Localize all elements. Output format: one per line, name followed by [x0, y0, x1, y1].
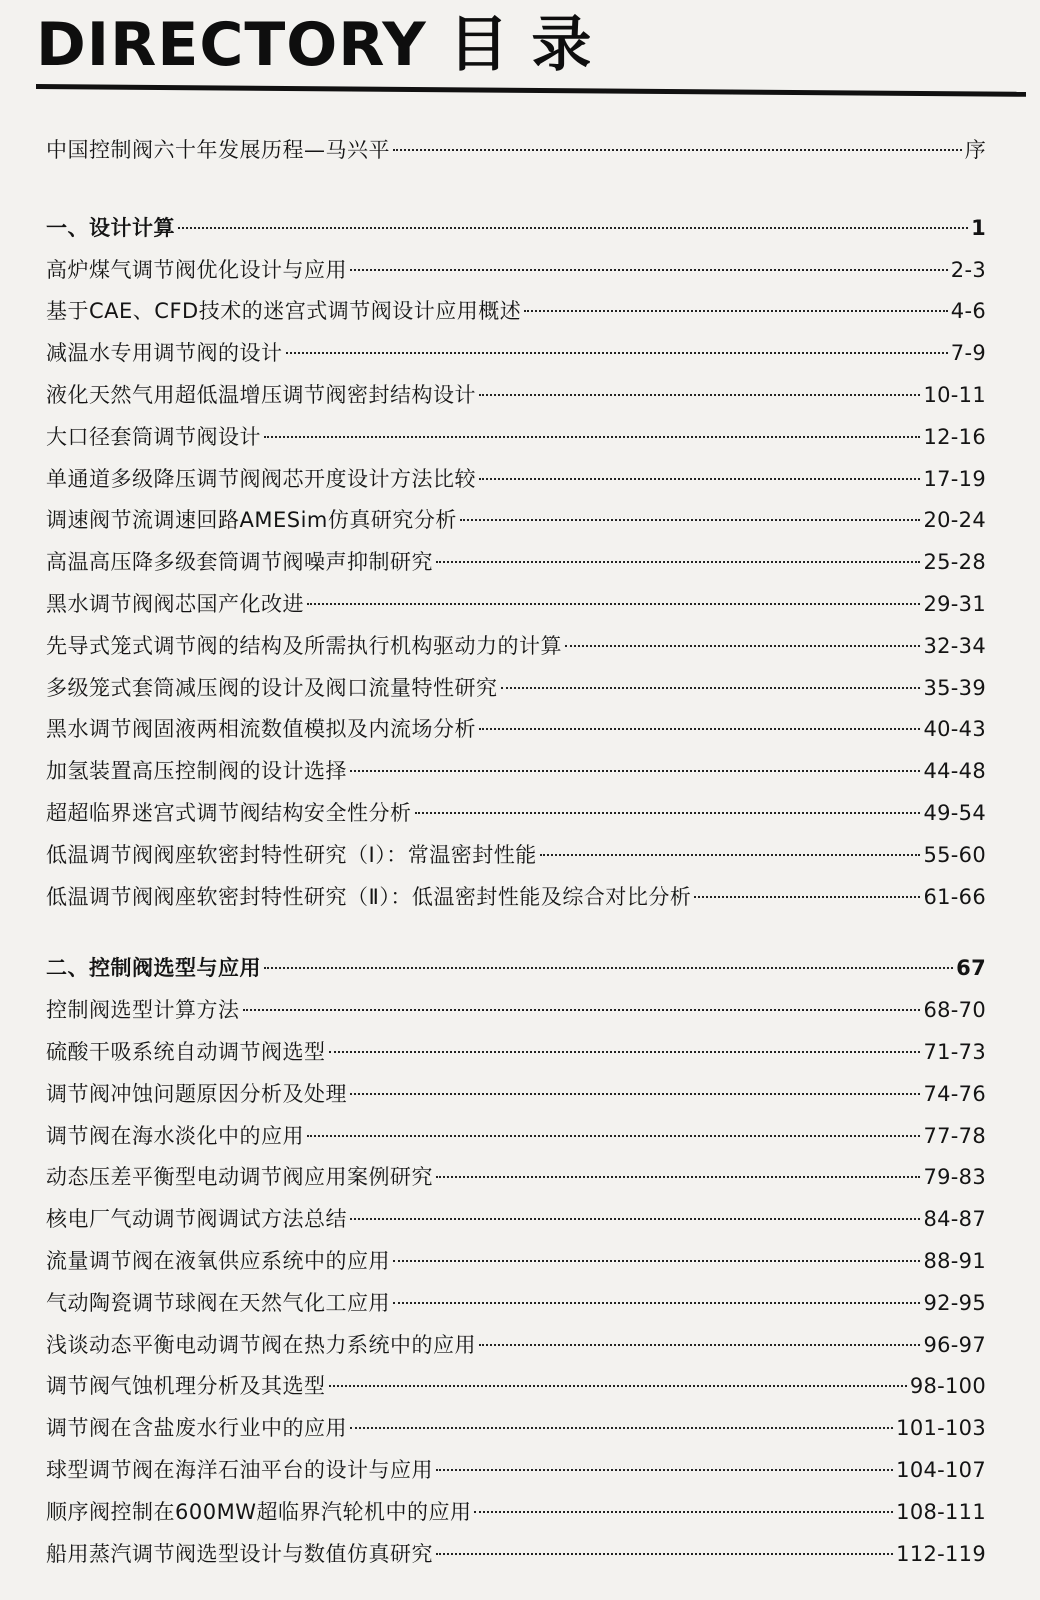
- toc-entry[interactable]: [46, 1032, 986, 1074]
- dot-leader: [501, 687, 921, 689]
- toc-entry-title: 浅谈动态平衡电动调节阀在热力系统中的应用: [46, 1332, 476, 1357]
- toc-entry-pages: 25-28: [923, 550, 986, 575]
- toc-entry-title: 调节阀在含盐废水行业中的应用: [46, 1416, 347, 1441]
- toc-entry-pages: 77-78: [923, 1123, 986, 1148]
- dot-leader: [460, 519, 921, 521]
- dot-leader: [694, 896, 920, 898]
- toc-entry-title: 低温调节阀阀座软密封特性研究（Ⅱ）：低温密封性能及综合对比分析: [46, 884, 692, 909]
- toc-entry-title: 先导式笼式调节阀的结构及所需执行机构驱动力的计算: [46, 633, 562, 658]
- toc-entry-pages: 61-66: [923, 884, 986, 909]
- dot-leader: [479, 394, 920, 396]
- toc-entry-pages: 20-24: [923, 508, 986, 533]
- dot-leader: [350, 1427, 893, 1429]
- toc-entry-pages: 49-54: [923, 800, 986, 825]
- toc-entry[interactable]: [46, 626, 986, 668]
- dot-leader: [243, 1009, 921, 1011]
- dot-leader: [350, 269, 948, 271]
- toc-entry[interactable]: [46, 793, 986, 835]
- dot-leader: [286, 352, 948, 354]
- toc-entry-pages: 84-87: [923, 1207, 986, 1232]
- dot-leader: [415, 812, 921, 814]
- toc-entry-pages: 71-73: [923, 1039, 986, 1064]
- table-of-contents: [46, 130, 986, 1575]
- toc-entry[interactable]: [46, 877, 986, 919]
- toc-entry[interactable]: [46, 1074, 986, 1116]
- toc-entry-pages: 32-34: [923, 633, 986, 658]
- toc-entry-pages: 92-95: [923, 1290, 986, 1315]
- toc-section-title: 二、控制阀选型与应用: [46, 956, 261, 981]
- toc-entry[interactable]: [46, 1492, 986, 1534]
- dot-leader: [307, 603, 920, 605]
- dot-leader: [524, 310, 948, 312]
- toc-entry[interactable]: [46, 751, 986, 793]
- toc-entry-title: 球型调节阀在海洋石油平台的设计与应用: [46, 1457, 433, 1482]
- toc-entry[interactable]: [46, 459, 986, 501]
- toc-entry-title: 低温调节阀阀座软密封特性研究（Ⅰ）：常温密封性能: [46, 842, 537, 867]
- dot-leader: [350, 770, 920, 772]
- toc-entry-pages: 96-97: [923, 1332, 986, 1357]
- dot-leader: [264, 967, 953, 969]
- toc-entry-pages: 68-70: [923, 998, 986, 1023]
- toc-entry-pages: 2-3: [950, 257, 986, 282]
- dot-leader: [329, 1385, 907, 1387]
- toc-entry-pages: 35-39: [923, 675, 986, 700]
- dot-leader: [393, 1260, 920, 1262]
- toc-entry[interactable]: [46, 1199, 986, 1241]
- toc-entry-pages: 44-48: [923, 759, 986, 784]
- toc-entry-pages: 4-6: [950, 299, 986, 324]
- dot-leader: [540, 854, 921, 856]
- toc-entry[interactable]: [46, 584, 986, 626]
- dot-leader: [329, 1051, 921, 1053]
- toc-entry[interactable]: [46, 417, 986, 459]
- toc-entry-title: 基于CAE、CFD技术的迷宫式调节阀设计应用概述: [46, 299, 522, 324]
- dot-leader: [436, 1469, 893, 1471]
- page-title: DIRECTORY 目 录: [36, 10, 593, 80]
- toc-entry[interactable]: [46, 1116, 986, 1158]
- toc-entry-pages: 112-119: [896, 1541, 986, 1566]
- toc-entry[interactable]: [46, 1283, 986, 1325]
- toc-entry[interactable]: [46, 542, 986, 584]
- toc-entry-title: 大口径套筒调节阀设计: [46, 424, 261, 449]
- toc-entry-title: 中国控制阀六十年发展历程—马兴平: [46, 138, 390, 162]
- toc-entry-preface[interactable]: [46, 130, 986, 172]
- toc-entry[interactable]: [46, 291, 986, 333]
- toc-entry-title: 多级笼式套筒减压阀的设计及阀口流量特性研究: [46, 675, 498, 700]
- toc-entry-title: 黑水调节阀阀芯国产化改进: [46, 591, 304, 616]
- toc-section-heading[interactable]: [46, 948, 986, 990]
- toc-entry-title: 减温水专用调节阀的设计: [46, 341, 283, 366]
- dot-leader: [479, 728, 920, 730]
- toc-entry-title: 液化天然气用超低温增压调节阀密封结构设计: [46, 382, 476, 407]
- toc-entry-pages: 40-43: [923, 717, 986, 742]
- toc-entry[interactable]: [46, 333, 986, 375]
- toc-entry-pages: 29-31: [923, 591, 986, 616]
- toc-entry-title: 单通道多级降压调节阀阀芯开度设计方法比较: [46, 466, 476, 491]
- toc-entry-title: 核电厂气动调节阀调试方法总结: [46, 1207, 347, 1232]
- toc-entry[interactable]: [46, 1450, 986, 1492]
- toc-entry[interactable]: [46, 1241, 986, 1283]
- dot-leader: [393, 149, 962, 151]
- dot-leader: [474, 1511, 893, 1513]
- page-header: [36, 8, 1026, 92]
- toc-entry-title: 调节阀气蚀机理分析及其选型: [46, 1374, 326, 1399]
- dot-leader: [479, 1344, 920, 1346]
- toc-section-pages: 1: [971, 215, 986, 240]
- dot-leader: [393, 1302, 920, 1304]
- dot-leader: [565, 645, 920, 647]
- dot-leader: [436, 561, 920, 563]
- dot-leader: [436, 1176, 920, 1178]
- toc-entry-title: 硫酸干吸系统自动调节阀选型: [46, 1039, 326, 1064]
- dot-leader: [178, 227, 968, 229]
- dot-leader: [436, 1553, 893, 1555]
- toc-section-pages: 67: [956, 956, 986, 981]
- toc-entry-title: 顺序阀控制在600MW超临界汽轮机中的应用: [46, 1499, 472, 1524]
- toc-section-title: 一、设计计算: [46, 215, 175, 240]
- toc-section-heading[interactable]: [46, 208, 986, 250]
- toc-entry[interactable]: [46, 1157, 986, 1199]
- toc-entry[interactable]: [46, 1534, 986, 1576]
- toc-entry-pages: 12-16: [923, 424, 986, 449]
- toc-entry-pages: 10-11: [923, 382, 986, 407]
- toc-entry[interactable]: [46, 500, 986, 542]
- toc-entry-title: 动态压差平衡型电动调节阀应用案例研究: [46, 1165, 433, 1190]
- toc-entry-title: 气动陶瓷调节球阀在天然气化工应用: [46, 1290, 390, 1315]
- toc-entry[interactable]: [46, 250, 986, 292]
- toc-entry-pages: 序: [964, 138, 986, 162]
- toc-entry-pages: 98-100: [909, 1374, 986, 1399]
- dot-leader: [350, 1218, 920, 1220]
- toc-entry-title: 调节阀冲蚀问题原因分析及处理: [46, 1081, 347, 1106]
- toc-entry-pages: 88-91: [923, 1248, 986, 1273]
- dot-leader: [307, 1135, 920, 1137]
- toc-entry-title: 高炉煤气调节阀优化设计与应用: [46, 257, 347, 282]
- toc-entry[interactable]: [46, 1325, 986, 1367]
- toc-entry[interactable]: [46, 990, 986, 1032]
- toc-entry-title: 超超临界迷宫式调节阀结构安全性分析: [46, 800, 412, 825]
- dot-leader: [264, 436, 920, 438]
- toc-entry[interactable]: [46, 835, 986, 877]
- header-rule: [36, 84, 1026, 97]
- dot-leader: [479, 478, 920, 480]
- toc-entry[interactable]: [46, 709, 986, 751]
- toc-entry-title: 流量调节阀在液氧供应系统中的应用: [46, 1248, 390, 1273]
- toc-entry-title: 控制阀选型计算方法: [46, 998, 240, 1023]
- toc-entry-pages: 7-9: [950, 341, 986, 366]
- toc-entry-title: 加氢装置高压控制阀的设计选择: [46, 759, 347, 784]
- toc-entry-pages: 108-111: [896, 1499, 986, 1524]
- toc-entry-title: 高温高压降多级套筒调节阀噪声抑制研究: [46, 550, 433, 575]
- toc-entry-pages: 17-19: [923, 466, 986, 491]
- toc-entry-title: 船用蒸汽调节阀选型设计与数值仿真研究: [46, 1541, 433, 1566]
- toc-entry-pages: 104-107: [896, 1457, 986, 1482]
- toc-entry-pages: 101-103: [896, 1416, 986, 1441]
- toc-entry-title: 调速阀节流调速回路AMESim仿真研究分析: [46, 508, 457, 533]
- toc-entry[interactable]: [46, 668, 986, 710]
- toc-entry[interactable]: [46, 375, 986, 417]
- toc-entry-title: 黑水调节阀固液两相流数值模拟及内流场分析: [46, 717, 476, 742]
- toc-entry-pages: 55-60: [923, 842, 986, 867]
- toc-entry[interactable]: [46, 1408, 986, 1450]
- toc-entry-pages: 79-83: [923, 1165, 986, 1190]
- toc-entry-title: 调节阀在海水淡化中的应用: [46, 1123, 304, 1148]
- toc-entry-pages: 74-76: [923, 1081, 986, 1106]
- toc-entry[interactable]: [46, 1366, 986, 1408]
- dot-leader: [350, 1093, 920, 1095]
